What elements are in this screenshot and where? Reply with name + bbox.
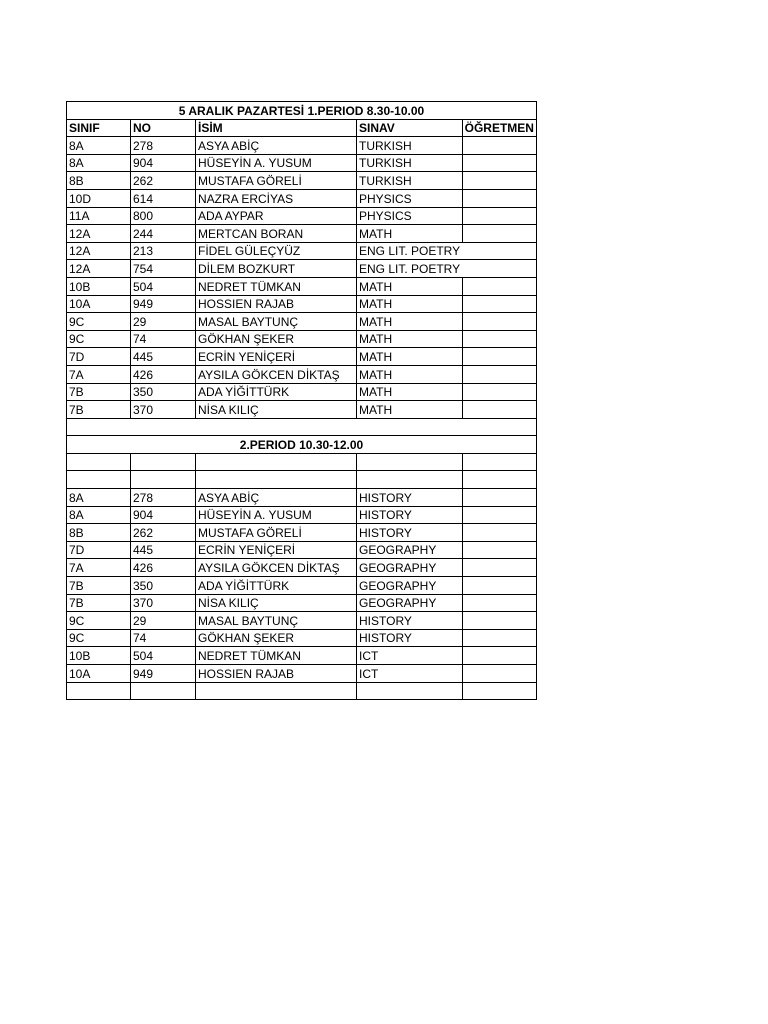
cell-no: 426: [131, 365, 196, 383]
cell-no: 426: [131, 559, 196, 577]
table-row: [67, 489, 537, 507]
cell-name: ECRİN YENİÇERİ: [196, 348, 357, 366]
cell-teacher: [462, 506, 536, 524]
cell-exam: MATH: [357, 277, 463, 295]
cell-exam: MATH: [357, 330, 463, 348]
cell-exam: GEOGRAPHY: [357, 594, 463, 612]
cell-no: 445: [131, 348, 196, 366]
cell-no: 614: [131, 189, 196, 207]
cell-class: 9C: [67, 629, 131, 647]
table-row: [67, 242, 537, 260]
cell-teacher: [462, 330, 536, 348]
table-row: [67, 383, 537, 401]
cell-teacher: [462, 489, 536, 507]
cell-name: NİSA KILIÇ: [196, 401, 357, 419]
table-row: [67, 594, 537, 612]
cell-exam: HISTORY: [357, 524, 463, 542]
cell-class: 10D: [67, 189, 131, 207]
cell-name: MUSTAFA GÖRELİ: [196, 172, 357, 190]
cell-teacher: [462, 647, 536, 665]
cell-name: HOSSIEN RAJAB: [196, 295, 357, 313]
cell-no: 350: [131, 383, 196, 401]
table-row: [67, 295, 537, 313]
cell-class: 9C: [67, 330, 131, 348]
table-row: [67, 330, 537, 348]
cell-name: ADA AYPAR: [196, 207, 357, 225]
cell-exam: GEOGRAPHY: [357, 577, 463, 595]
cell-exam: HISTORY: [357, 629, 463, 647]
cell-exam: MATH: [357, 365, 463, 383]
blank-cell: [67, 471, 131, 489]
cell-no: 504: [131, 277, 196, 295]
cell-class: 7D: [67, 348, 131, 366]
cell-teacher: [462, 401, 536, 419]
cell-class: 11A: [67, 207, 131, 225]
table-row: [67, 313, 537, 331]
cell-no: 370: [131, 594, 196, 612]
blank-cell: [357, 471, 463, 489]
cell-teacher: [462, 172, 536, 190]
cell-no: 445: [131, 541, 196, 559]
cell-class: 7B: [67, 383, 131, 401]
cell-teacher: [462, 225, 536, 243]
cell-exam: HISTORY: [357, 489, 463, 507]
table-row: [67, 647, 537, 665]
cell-no: 213: [131, 242, 196, 260]
header-sinav: SINAV: [357, 119, 463, 137]
cell-exam: MATH: [357, 383, 463, 401]
blank-row: [67, 682, 537, 700]
table-row: [67, 365, 537, 383]
cell-name: NİSA KILIÇ: [196, 594, 357, 612]
cell-name: DİLEM BOZKURT: [196, 260, 357, 278]
cell-teacher: [462, 541, 536, 559]
spacer-row: [67, 418, 537, 436]
cell-exam: MATH: [357, 313, 463, 331]
header-sinif: SINIF: [67, 119, 131, 137]
cell-exam: PHYSICS: [357, 207, 463, 225]
cell-no: 262: [131, 172, 196, 190]
table-row: [67, 577, 537, 595]
blank-cell: [462, 453, 536, 471]
cell-no: 800: [131, 207, 196, 225]
cell-exam: TURKISH: [357, 154, 463, 172]
table-row: [67, 172, 537, 190]
cell-exam: ICT: [357, 647, 463, 665]
cell-class: 7A: [67, 559, 131, 577]
cell-class: 10B: [67, 647, 131, 665]
cell-class: 8A: [67, 506, 131, 524]
blank-cell: [196, 682, 357, 700]
cell-exam: MATH: [357, 348, 463, 366]
cell-class: 9C: [67, 612, 131, 630]
cell-name: FİDEL GÜLEÇYÜZ: [196, 242, 357, 260]
cell-teacher: [462, 559, 536, 577]
cell-teacher: [462, 260, 536, 278]
cell-no: 904: [131, 506, 196, 524]
cell-no: 754: [131, 260, 196, 278]
cell-teacher: [462, 154, 536, 172]
cell-exam: HISTORY: [357, 506, 463, 524]
cell-exam: TURKISH: [357, 172, 463, 190]
cell-exam: GEOGRAPHY: [357, 559, 463, 577]
period2-title: 2.PERIOD 10.30-12.00: [67, 436, 537, 454]
table-row: [67, 207, 537, 225]
table-row: [67, 401, 537, 419]
blank-cell: [67, 453, 131, 471]
cell-name: MERTCAN BORAN: [196, 225, 357, 243]
cell-name: ASYA ABİÇ: [196, 137, 357, 155]
cell-exam: HISTORY: [357, 612, 463, 630]
cell-exam: ICT: [357, 665, 463, 683]
cell-no: 74: [131, 629, 196, 647]
cell-name: AYSILA GÖKCEN DİKTAŞ: [196, 365, 357, 383]
table-row: [67, 225, 537, 243]
table-row: [67, 154, 537, 172]
cell-name: ADA YİĞİTTÜRK: [196, 577, 357, 595]
cell-exam: ENG LIT. POETRY: [357, 242, 463, 260]
cell-name: HOSSIEN RAJAB: [196, 665, 357, 683]
cell-teacher: [462, 189, 536, 207]
blank-cell: [462, 682, 536, 700]
table-row: [67, 348, 537, 366]
table-row: [67, 506, 537, 524]
header-row: [67, 119, 537, 137]
cell-name: ECRİN YENİÇERİ: [196, 541, 357, 559]
cell-no: 278: [131, 137, 196, 155]
cell-exam: TURKISH: [357, 137, 463, 155]
blank-cell: [67, 418, 537, 436]
cell-name: MUSTAFA GÖRELİ: [196, 524, 357, 542]
cell-name: NEDRET TÜMKAN: [196, 277, 357, 295]
blank-cell: [357, 453, 463, 471]
cell-teacher: [462, 524, 536, 542]
cell-class: 7B: [67, 577, 131, 595]
cell-name: GÖKHAN ŞEKER: [196, 330, 357, 348]
cell-exam: GEOGRAPHY: [357, 541, 463, 559]
cell-name: ASYA ABİÇ: [196, 489, 357, 507]
cell-exam: MATH: [357, 401, 463, 419]
table-row: [67, 559, 537, 577]
blank-cell: [357, 682, 463, 700]
cell-class: 8B: [67, 172, 131, 190]
cell-exam: ENG LIT. POETRY: [357, 260, 463, 278]
cell-teacher: [462, 383, 536, 401]
blank-cell: [131, 471, 196, 489]
cell-name: MASAL BAYTUNÇ: [196, 612, 357, 630]
cell-class: 12A: [67, 260, 131, 278]
cell-teacher: [462, 594, 536, 612]
exam-schedule-table: [66, 101, 537, 700]
period1-title: 5 ARALIK PAZARTESİ 1.PERIOD 8.30-10.00: [67, 102, 537, 120]
cell-class: 7B: [67, 594, 131, 612]
blank-cell: [196, 471, 357, 489]
period2-title-row: [67, 436, 537, 454]
cell-class: 9C: [67, 313, 131, 331]
cell-teacher: [462, 207, 536, 225]
cell-teacher: [462, 577, 536, 595]
cell-name: AYSILA GÖKCEN DİKTAŞ: [196, 559, 357, 577]
table-row: [67, 277, 537, 295]
blank-row: [67, 471, 537, 489]
table-row: [67, 541, 537, 559]
cell-no: 262: [131, 524, 196, 542]
cell-class: 8A: [67, 489, 131, 507]
cell-class: 10A: [67, 295, 131, 313]
cell-no: 74: [131, 330, 196, 348]
table-row: [67, 612, 537, 630]
cell-no: 504: [131, 647, 196, 665]
cell-class: 8A: [67, 154, 131, 172]
cell-teacher: [462, 137, 536, 155]
cell-class: 12A: [67, 242, 131, 260]
cell-teacher: [462, 612, 536, 630]
cell-no: 949: [131, 295, 196, 313]
cell-teacher: [462, 313, 536, 331]
cell-teacher: [462, 629, 536, 647]
cell-no: 904: [131, 154, 196, 172]
cell-class: 10B: [67, 277, 131, 295]
header-ogretmen: ÖĞRETMEN: [462, 119, 536, 137]
exam-schedule-body: [67, 102, 537, 700]
cell-no: 244: [131, 225, 196, 243]
cell-name: HÜSEYİN A. YUSUM: [196, 506, 357, 524]
header-isim: İSİM: [196, 119, 357, 137]
cell-name: MASAL BAYTUNÇ: [196, 313, 357, 331]
cell-class: 7A: [67, 365, 131, 383]
cell-name: HÜSEYİN A. YUSUM: [196, 154, 357, 172]
blank-cell: [67, 682, 131, 700]
blank-cell: [462, 471, 536, 489]
cell-name: GÖKHAN ŞEKER: [196, 629, 357, 647]
cell-teacher: [462, 277, 536, 295]
cell-exam: PHYSICS: [357, 189, 463, 207]
table-row: [67, 629, 537, 647]
cell-no: 370: [131, 401, 196, 419]
cell-name: NEDRET TÜMKAN: [196, 647, 357, 665]
cell-teacher: [462, 665, 536, 683]
cell-exam: MATH: [357, 295, 463, 313]
cell-name: NAZRA ERCİYAS: [196, 189, 357, 207]
cell-no: 29: [131, 612, 196, 630]
cell-no: 29: [131, 313, 196, 331]
table-row: [67, 137, 537, 155]
cell-teacher: [462, 295, 536, 313]
cell-class: 8B: [67, 524, 131, 542]
cell-teacher: [462, 365, 536, 383]
cell-class: 10A: [67, 665, 131, 683]
blank-cell: [196, 453, 357, 471]
table-row: [67, 665, 537, 683]
cell-teacher: [462, 348, 536, 366]
blank-cell: [131, 682, 196, 700]
table-row: [67, 189, 537, 207]
cell-class: 7B: [67, 401, 131, 419]
cell-teacher: [462, 242, 536, 260]
cell-no: 350: [131, 577, 196, 595]
cell-no: 278: [131, 489, 196, 507]
cell-exam: MATH: [357, 225, 463, 243]
blank-cell: [131, 453, 196, 471]
period1-title-row: [67, 102, 537, 120]
header-no: NO: [131, 119, 196, 137]
table-row: [67, 260, 537, 278]
cell-no: 949: [131, 665, 196, 683]
cell-class: 12A: [67, 225, 131, 243]
blank-row: [67, 453, 537, 471]
cell-class: 7D: [67, 541, 131, 559]
cell-name: ADA YİĞİTTÜRK: [196, 383, 357, 401]
cell-class: 8A: [67, 137, 131, 155]
table-row: [67, 524, 537, 542]
